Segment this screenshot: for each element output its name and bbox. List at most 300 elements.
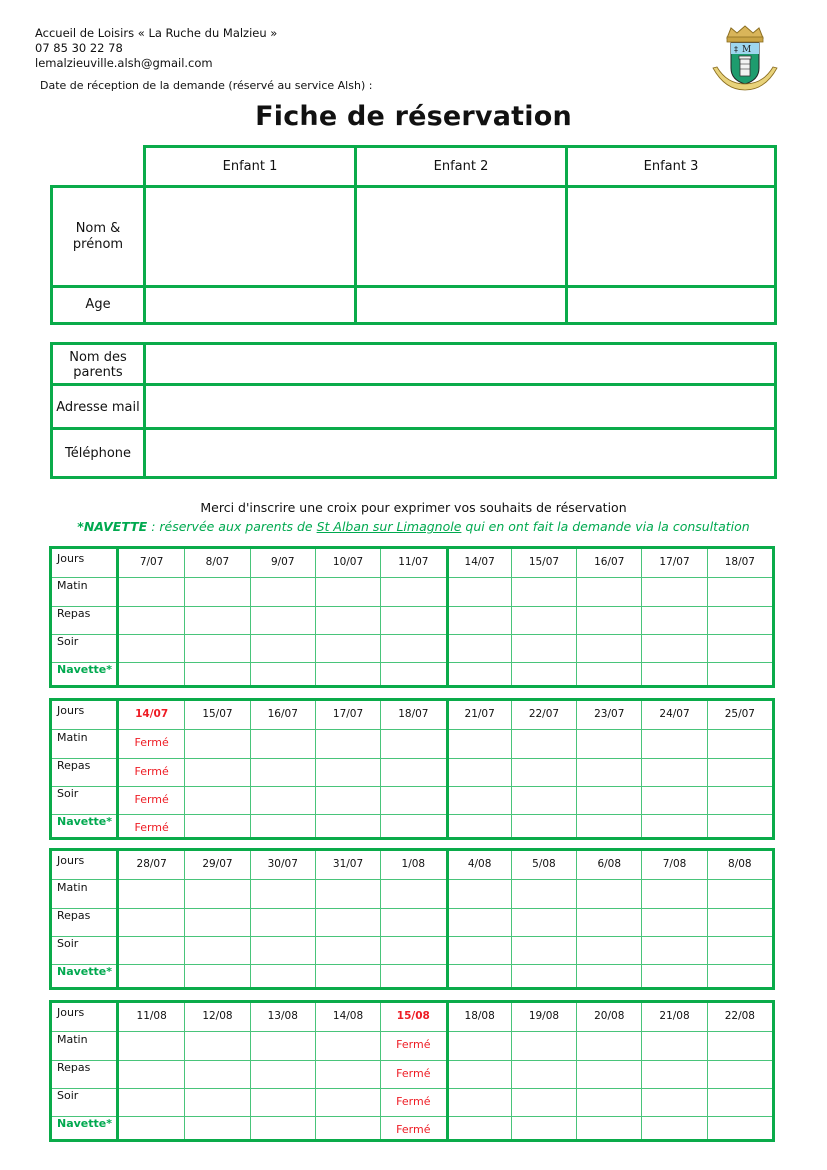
soir-checkbox-cell[interactable]: [708, 936, 772, 964]
day-date: 11/08: [136, 1010, 167, 1022]
repas-checkbox-cell[interactable]: [381, 606, 445, 634]
row-divider: [52, 1060, 116, 1061]
day-column: [380, 549, 445, 685]
row-label-soir: Soir: [57, 635, 79, 648]
repas-checkbox-cell[interactable]: [119, 908, 184, 936]
name-row-label: Nom & prénom: [50, 185, 146, 288]
navette-checkbox-cell[interactable]: [708, 662, 772, 685]
repas-checkbox-cell[interactable]: [185, 908, 249, 936]
soir-checkbox-cell[interactable]: [316, 936, 380, 964]
day-column: [446, 549, 511, 685]
day-column: [446, 1003, 511, 1139]
soir-checkbox-cell[interactable]: [251, 1088, 315, 1116]
repas-checkbox-cell[interactable]: [316, 908, 380, 936]
repas-checkbox-cell[interactable]: [251, 1060, 315, 1088]
matin-checkbox-cell[interactable]: [708, 1031, 772, 1060]
navette-checkbox-cell[interactable]: [577, 662, 641, 685]
matin-checkbox-cell[interactable]: [449, 577, 511, 606]
day-column: [576, 701, 641, 837]
day-column: [511, 1003, 576, 1139]
navette-checkbox-cell[interactable]: [251, 964, 315, 987]
day-date: 21/07: [464, 708, 495, 720]
row-label-soir: Soir: [57, 1089, 79, 1102]
day-column: [641, 701, 706, 837]
repas-checkbox-cell[interactable]: [251, 606, 315, 634]
soir-checkbox-cell[interactable]: [449, 634, 511, 662]
matin-checkbox-cell[interactable]: [577, 577, 641, 606]
soir-checkbox-cell[interactable]: [577, 1088, 641, 1116]
day-column: [184, 1003, 249, 1139]
day-date: 18/07: [398, 708, 429, 720]
svg-text:M: M: [742, 45, 752, 55]
day-date: 21/08: [659, 1010, 690, 1022]
row-divider: [52, 936, 116, 937]
soir-checkbox-cell[interactable]: [185, 1088, 249, 1116]
closed-label: Fermé: [396, 1067, 431, 1080]
navette-location: St Alban sur Limagnole: [316, 519, 462, 534]
navette-checkbox-cell[interactable]: [449, 662, 511, 685]
soir-checkbox-cell[interactable]: [577, 786, 641, 814]
row-label-matin: Matin: [57, 881, 88, 894]
row-label-jours: Jours: [57, 552, 85, 565]
row-divider: [52, 908, 116, 909]
day-date: 28/07: [136, 858, 167, 870]
repas-checkbox-cell[interactable]: [708, 1060, 772, 1088]
navette-checkbox-cell[interactable]: [577, 814, 641, 837]
row-label-jours: Jours: [57, 1006, 85, 1019]
repas-checkbox-cell[interactable]: [708, 758, 772, 786]
org-phone: 07 85 30 22 78: [35, 41, 123, 55]
repas-checkbox-cell[interactable]: [449, 908, 511, 936]
day-date: 5/08: [532, 858, 556, 870]
repas-checkbox-cell[interactable]: [185, 1060, 249, 1088]
matin-checkbox-cell[interactable]: [642, 729, 706, 758]
schedule-week-1: [49, 546, 775, 688]
row-label-soir: Soir: [57, 787, 79, 800]
navette-checkbox-cell[interactable]: [251, 1116, 315, 1139]
repas-checkbox-cell[interactable]: [316, 1060, 380, 1088]
navette-note-pre: : réservée aux parents de: [147, 519, 317, 534]
soir-checkbox-cell[interactable]: [642, 936, 706, 964]
navette-checkbox-cell[interactable]: [708, 964, 772, 987]
closed-label: Fermé: [396, 1123, 431, 1136]
matin-checkbox-cell[interactable]: [642, 577, 706, 606]
contact-block: [35, 26, 277, 71]
navette-checkbox-cell[interactable]: [316, 1116, 380, 1139]
day-column: [315, 549, 380, 685]
day-column: [315, 701, 380, 837]
soir-checkbox-cell[interactable]: [251, 936, 315, 964]
soir-checkbox-cell[interactable]: [512, 786, 576, 814]
matin-checkbox-cell: [119, 729, 184, 758]
matin-checkbox-cell[interactable]: [381, 729, 445, 758]
day-column: [250, 1003, 315, 1139]
navette-checkbox-cell[interactable]: [119, 662, 184, 685]
day-date: 14/07: [135, 708, 169, 720]
navette-checkbox-cell[interactable]: [316, 662, 380, 685]
repas-checkbox-cell[interactable]: [449, 758, 511, 786]
soir-checkbox-cell[interactable]: [185, 634, 249, 662]
matin-checkbox-cell[interactable]: [185, 729, 249, 758]
day-date: 15/07: [528, 556, 560, 568]
row-label-repas: Repas: [57, 909, 91, 922]
navette-checkbox-cell[interactable]: [119, 1116, 184, 1139]
org-email: lemalzieuville.alsh@gmail.com: [35, 56, 213, 70]
row-label-navette: Navette*: [57, 965, 112, 978]
matin-checkbox-cell[interactable]: [449, 729, 511, 758]
soir-checkbox-cell[interactable]: [316, 634, 380, 662]
soir-checkbox-cell[interactable]: [642, 786, 706, 814]
matin-checkbox-cell[interactable]: [512, 577, 576, 606]
repas-checkbox-cell[interactable]: [577, 758, 641, 786]
row-divider: [52, 1116, 116, 1117]
repas-checkbox-cell[interactable]: [577, 908, 641, 936]
navette-checkbox-cell[interactable]: [577, 1116, 641, 1139]
soir-checkbox-cell[interactable]: [449, 786, 511, 814]
repas-checkbox-cell[interactable]: [251, 908, 315, 936]
matin-checkbox-cell[interactable]: [577, 879, 641, 908]
day-date: 4/08: [467, 858, 492, 870]
navette-checkbox-cell[interactable]: [316, 814, 380, 837]
repas-checkbox-cell[interactable]: [251, 758, 315, 786]
day-date: 20/08: [594, 1010, 625, 1022]
repas-checkbox-cell[interactable]: [642, 758, 706, 786]
day-column: [707, 549, 772, 685]
matin-checkbox-cell[interactable]: [708, 729, 772, 758]
soir-checkbox-cell[interactable]: [577, 936, 641, 964]
repas-checkbox-cell[interactable]: [185, 758, 249, 786]
row-divider: [52, 879, 116, 880]
navette-checkbox-cell[interactable]: [449, 814, 511, 837]
parents-phone-row: [53, 427, 774, 476]
matin-checkbox-cell[interactable]: [119, 879, 184, 908]
matin-checkbox-cell[interactable]: [642, 879, 706, 908]
schedule-row-labels: [52, 701, 119, 837]
repas-checkbox-cell[interactable]: [512, 758, 576, 786]
repas-checkbox-cell[interactable]: [708, 606, 772, 634]
matin-checkbox-cell[interactable]: [381, 879, 445, 908]
day-date: 17/07: [659, 556, 690, 568]
soir-checkbox-cell[interactable]: [512, 1088, 576, 1116]
matin-checkbox-cell[interactable]: [119, 577, 184, 606]
coat-of-arms-icon: [705, 24, 785, 92]
day-column: [707, 851, 772, 987]
day-column: [641, 851, 706, 987]
repas-checkbox-cell[interactable]: [381, 908, 445, 936]
navette-checkbox-cell[interactable]: [708, 1116, 772, 1139]
repas-checkbox-cell[interactable]: [119, 606, 184, 634]
repas-checkbox-cell[interactable]: [642, 1060, 706, 1088]
soir-checkbox-cell[interactable]: [185, 786, 249, 814]
navette-checkbox-cell[interactable]: [708, 814, 772, 837]
navette-checkbox-cell[interactable]: [251, 662, 315, 685]
row-label-navette: Navette*: [57, 663, 112, 676]
day-column: [315, 851, 380, 987]
matin-checkbox-cell[interactable]: [708, 879, 772, 908]
day-column: [707, 1003, 772, 1139]
row-label-repas: Repas: [57, 759, 91, 772]
closed-label: Fermé: [396, 1095, 431, 1108]
navette-checkbox-cell[interactable]: [642, 814, 706, 837]
matin-checkbox-cell: [381, 1031, 445, 1060]
matin-checkbox-cell[interactable]: [512, 879, 576, 908]
day-date: 29/07: [202, 858, 233, 870]
row-divider: [52, 634, 116, 635]
child-2-name-field[interactable]: [354, 185, 568, 288]
soir-checkbox-cell[interactable]: [251, 786, 315, 814]
row-label-repas: Repas: [57, 1061, 91, 1074]
navette-checkbox-cell[interactable]: [512, 1116, 576, 1139]
row-divider: [52, 814, 116, 815]
parents-table: [50, 342, 777, 479]
matin-checkbox-cell[interactable]: [577, 729, 641, 758]
child-3-name-field[interactable]: [565, 185, 777, 288]
day-column: [315, 1003, 380, 1139]
soir-checkbox-cell[interactable]: [381, 786, 445, 814]
navette-checkbox-cell[interactable]: [251, 814, 315, 837]
repas-checkbox-cell[interactable]: [316, 606, 380, 634]
day-column: [250, 701, 315, 837]
day-date: 22/08: [724, 1010, 755, 1022]
day-column: [511, 701, 576, 837]
closed-label: Fermé: [134, 765, 169, 778]
closed-label: Fermé: [134, 736, 169, 749]
day-date: 18/08: [464, 1010, 495, 1022]
day-date: 7/08: [662, 858, 687, 870]
navette-checkbox-cell[interactable]: [642, 662, 706, 685]
day-column: [707, 701, 772, 837]
day-date: 6/08: [597, 858, 622, 870]
row-divider: [52, 964, 116, 965]
child-2-header: Enfant 2: [354, 145, 568, 188]
day-column: [576, 549, 641, 685]
parents-email-row: [53, 383, 774, 428]
day-column: [576, 851, 641, 987]
soir-checkbox-cell[interactable]: [381, 936, 445, 964]
day-column: [511, 549, 576, 685]
svg-text:‡: ‡: [734, 45, 738, 54]
matin-checkbox-cell[interactable]: [316, 1031, 380, 1060]
row-divider: [52, 577, 116, 578]
day-column: [380, 701, 445, 837]
child-1-name-field[interactable]: [143, 185, 357, 288]
soir-checkbox-cell[interactable]: [449, 936, 511, 964]
closed-label: Fermé: [134, 793, 169, 806]
repas-checkbox-cell[interactable]: [449, 606, 511, 634]
schedule-week-2: [49, 698, 775, 840]
day-column: [119, 701, 184, 837]
schedule-week-3: [49, 848, 775, 990]
day-date: 22/07: [528, 708, 560, 720]
row-label-repas: Repas: [57, 607, 91, 620]
row-label-matin: Matin: [57, 731, 88, 744]
soir-checkbox-cell[interactable]: [316, 786, 380, 814]
parents-name-field[interactable]: [146, 345, 774, 385]
navette-label: *NAVETTE: [77, 519, 148, 534]
matin-checkbox-cell[interactable]: [316, 577, 380, 606]
repas-checkbox-cell[interactable]: [577, 606, 641, 634]
child-1-age-field[interactable]: [143, 285, 357, 325]
soir-checkbox-cell[interactable]: [708, 1088, 772, 1116]
soir-checkbox-cell[interactable]: [251, 634, 315, 662]
repas-checkbox-cell: [381, 1060, 445, 1088]
schedule-row-labels: [52, 1003, 119, 1139]
row-label-matin: Matin: [57, 1033, 88, 1046]
parents-email-field[interactable]: [146, 386, 774, 428]
soir-checkbox-cell[interactable]: [119, 634, 184, 662]
day-date: 23/07: [594, 708, 625, 720]
navette-checkbox-cell: [381, 1116, 445, 1139]
child-3-age-field[interactable]: [565, 285, 777, 325]
matin-checkbox-cell[interactable]: [512, 729, 576, 758]
schedule-grid: [119, 1003, 772, 1139]
day-date: 18/07: [724, 556, 755, 568]
soir-checkbox-cell: [119, 786, 184, 814]
navette-checkbox-cell[interactable]: [316, 964, 380, 987]
navette-checkbox-cell[interactable]: [449, 1116, 511, 1139]
navette-checkbox-cell[interactable]: [185, 964, 249, 987]
day-column: [184, 549, 249, 685]
navette-checkbox-cell[interactable]: [512, 964, 576, 987]
matin-checkbox-cell[interactable]: [251, 729, 315, 758]
day-date: 8/07: [205, 556, 230, 568]
row-label-soir: Soir: [57, 937, 79, 950]
day-date: 25/07: [724, 708, 755, 720]
parents-phone-field[interactable]: [146, 430, 774, 476]
navette-checkbox-cell[interactable]: [642, 964, 706, 987]
navette-checkbox-cell[interactable]: [185, 662, 249, 685]
matin-checkbox-cell[interactable]: [316, 879, 380, 908]
repas-checkbox-cell[interactable]: [512, 908, 576, 936]
soir-checkbox-cell: [381, 1088, 445, 1116]
parents-name-row: [53, 345, 774, 385]
soir-checkbox-cell[interactable]: [185, 936, 249, 964]
navette-checkbox-cell[interactable]: [512, 662, 576, 685]
matin-checkbox-cell[interactable]: [449, 879, 511, 908]
soir-checkbox-cell[interactable]: [119, 1088, 184, 1116]
day-date: 7/07: [139, 556, 164, 568]
navette-checkbox-cell[interactable]: [185, 814, 249, 837]
child-2-age-field[interactable]: [354, 285, 568, 325]
repas-checkbox-cell[interactable]: [449, 1060, 511, 1088]
schedule-grid: [119, 701, 772, 837]
navette-checkbox-cell[interactable]: [512, 814, 576, 837]
schedule-row-labels: [52, 851, 119, 987]
day-date: 1/08: [401, 858, 426, 870]
matin-checkbox-cell[interactable]: [316, 729, 380, 758]
matin-checkbox-cell[interactable]: [381, 577, 445, 606]
soir-checkbox-cell[interactable]: [512, 936, 576, 964]
matin-checkbox-cell[interactable]: [642, 1031, 706, 1060]
matin-checkbox-cell[interactable]: [577, 1031, 641, 1060]
repas-checkbox-cell[interactable]: [381, 758, 445, 786]
day-date: 11/07: [398, 556, 429, 568]
repas-checkbox-cell[interactable]: [119, 1060, 184, 1088]
matin-checkbox-cell[interactable]: [119, 1031, 184, 1060]
day-column: [119, 549, 184, 685]
day-column: [380, 851, 445, 987]
navette-checkbox-cell[interactable]: [381, 814, 445, 837]
day-date: 30/07: [267, 858, 298, 870]
repas-checkbox-cell[interactable]: [642, 908, 706, 936]
repas-checkbox-cell[interactable]: [642, 606, 706, 634]
day-column: [641, 1003, 706, 1139]
parents-phone-label: Téléphone: [53, 430, 146, 476]
day-date: 8/08: [728, 858, 752, 870]
matin-checkbox-cell[interactable]: [512, 1031, 576, 1060]
soir-checkbox-cell[interactable]: [512, 634, 576, 662]
day-column: [250, 549, 315, 685]
child-3-header: Enfant 3: [565, 145, 777, 188]
repas-checkbox-cell[interactable]: [577, 1060, 641, 1088]
schedule-week-4: [49, 1000, 775, 1142]
day-date: 14/07: [464, 556, 495, 568]
soir-checkbox-cell[interactable]: [708, 634, 772, 662]
day-column: [380, 1003, 445, 1139]
navette-checkbox-cell[interactable]: [119, 964, 184, 987]
instructions-line: Merci d'inscrire une croix pour exprimer vos souhaits de réservation: [200, 500, 627, 515]
soir-checkbox-cell[interactable]: [119, 936, 184, 964]
repas-checkbox-cell[interactable]: [512, 1060, 576, 1088]
navette-checkbox-cell[interactable]: [642, 1116, 706, 1139]
day-date: 19/08: [528, 1010, 560, 1022]
repas-checkbox-cell[interactable]: [708, 908, 772, 936]
day-date: 15/07: [202, 708, 233, 720]
matin-checkbox-cell[interactable]: [251, 577, 315, 606]
day-column: [446, 851, 511, 987]
day-date: 15/08: [396, 1010, 430, 1022]
repas-checkbox-cell[interactable]: [316, 758, 380, 786]
navette-note-post: qui en ont fait la demande via la consultation: [461, 519, 750, 534]
day-date: 12/08: [202, 1010, 233, 1022]
matin-checkbox-cell[interactable]: [251, 879, 315, 908]
age-row-label: Age: [50, 285, 146, 325]
matin-checkbox-cell[interactable]: [185, 879, 249, 908]
navette-checkbox-cell[interactable]: [185, 1116, 249, 1139]
matin-checkbox-cell[interactable]: [251, 1031, 315, 1060]
navette-checkbox-cell[interactable]: [381, 964, 445, 987]
row-divider: [52, 1088, 116, 1089]
navette-note: [0, 519, 827, 534]
soir-checkbox-cell[interactable]: [642, 1088, 706, 1116]
soir-checkbox-cell[interactable]: [316, 1088, 380, 1116]
soir-checkbox-cell[interactable]: [577, 634, 641, 662]
navette-checkbox-cell: [119, 814, 184, 837]
soir-checkbox-cell[interactable]: [642, 634, 706, 662]
row-divider: [52, 729, 116, 730]
soir-checkbox-cell[interactable]: [449, 1088, 511, 1116]
day-column: [250, 851, 315, 987]
org-name: Accueil de Loisirs « La Ruche du Malzieu »: [35, 26, 278, 40]
repas-checkbox-cell[interactable]: [512, 606, 576, 634]
matin-checkbox-cell[interactable]: [185, 577, 249, 606]
navette-checkbox-cell[interactable]: [449, 964, 511, 987]
soir-checkbox-cell[interactable]: [381, 634, 445, 662]
schedule-row-labels: [52, 549, 119, 685]
matin-checkbox-cell[interactable]: [708, 577, 772, 606]
closed-label: Fermé: [396, 1038, 431, 1051]
matin-checkbox-cell[interactable]: [449, 1031, 511, 1060]
row-divider: [52, 662, 116, 663]
day-date: 16/07: [267, 708, 298, 720]
navette-checkbox-cell[interactable]: [577, 964, 641, 987]
day-date: 13/08: [267, 1010, 298, 1022]
matin-checkbox-cell[interactable]: [185, 1031, 249, 1060]
repas-checkbox-cell[interactable]: [185, 606, 249, 634]
soir-checkbox-cell[interactable]: [708, 786, 772, 814]
day-column: [511, 851, 576, 987]
navette-checkbox-cell[interactable]: [381, 662, 445, 685]
